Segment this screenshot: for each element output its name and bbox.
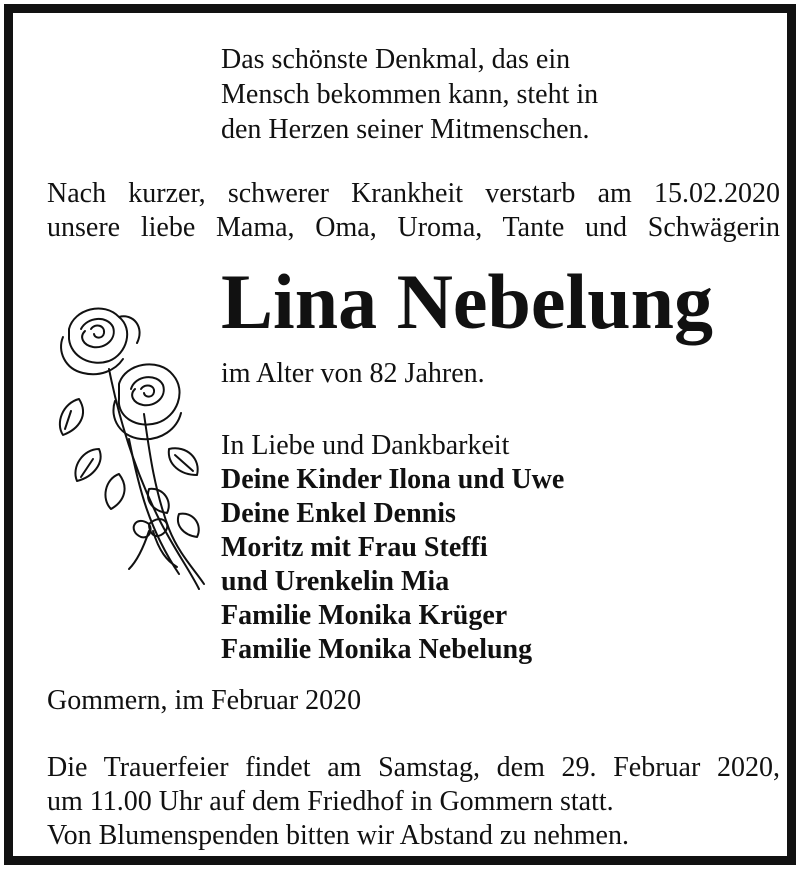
mourners-list [221, 429, 564, 667]
obituary-frame [4, 4, 796, 865]
quote-line: Mensch bekommen kann, steht in [221, 79, 599, 110]
funeral-line: Von Blumenspenden bitten wir Abstand zu nehmen. [47, 820, 629, 851]
mourner-line: Familie Monika Krüger [221, 600, 508, 631]
funeral-info [47, 751, 780, 853]
mourners-intro: In Liebe und Dankbarkeit [221, 430, 510, 461]
roses-icon [49, 299, 209, 599]
place-date: Gommern, im Februar 2020 [47, 685, 362, 716]
deceased-name: Lina Nebelung [221, 258, 713, 345]
announcement-line: unsere liebe Mama, Oma, Uroma, Tante und Schwägerin [47, 212, 780, 243]
quote-line: den Herzen seiner Mitmenschen. [221, 114, 590, 145]
mourner-line: und Urenkelin Mia [221, 566, 450, 597]
mourner-line: Deine Enkel Dennis [221, 498, 456, 529]
announcement-line: Nach kurzer, schwerer Krankheit verstarb am 15.02.2020 [47, 178, 780, 209]
quote-line: Das schönste Denkmal, das ein [221, 44, 571, 75]
mourner-line: Moritz mit Frau Steffi [221, 532, 488, 563]
memorial-quote [221, 43, 598, 148]
funeral-line: Die Trauerfeier findet am Samstag, dem 29. Februar 2020, [47, 752, 780, 783]
death-announcement [47, 177, 780, 245]
mourner-line: Deine Kinder Ilona und Uwe [221, 464, 565, 495]
age-text: im Alter von 82 Jahren. [221, 358, 485, 389]
mourner-line: Familie Monika Nebelung [221, 634, 533, 665]
funeral-line: um 11.00 Uhr auf dem Friedhof in Gommern statt. [47, 786, 614, 817]
